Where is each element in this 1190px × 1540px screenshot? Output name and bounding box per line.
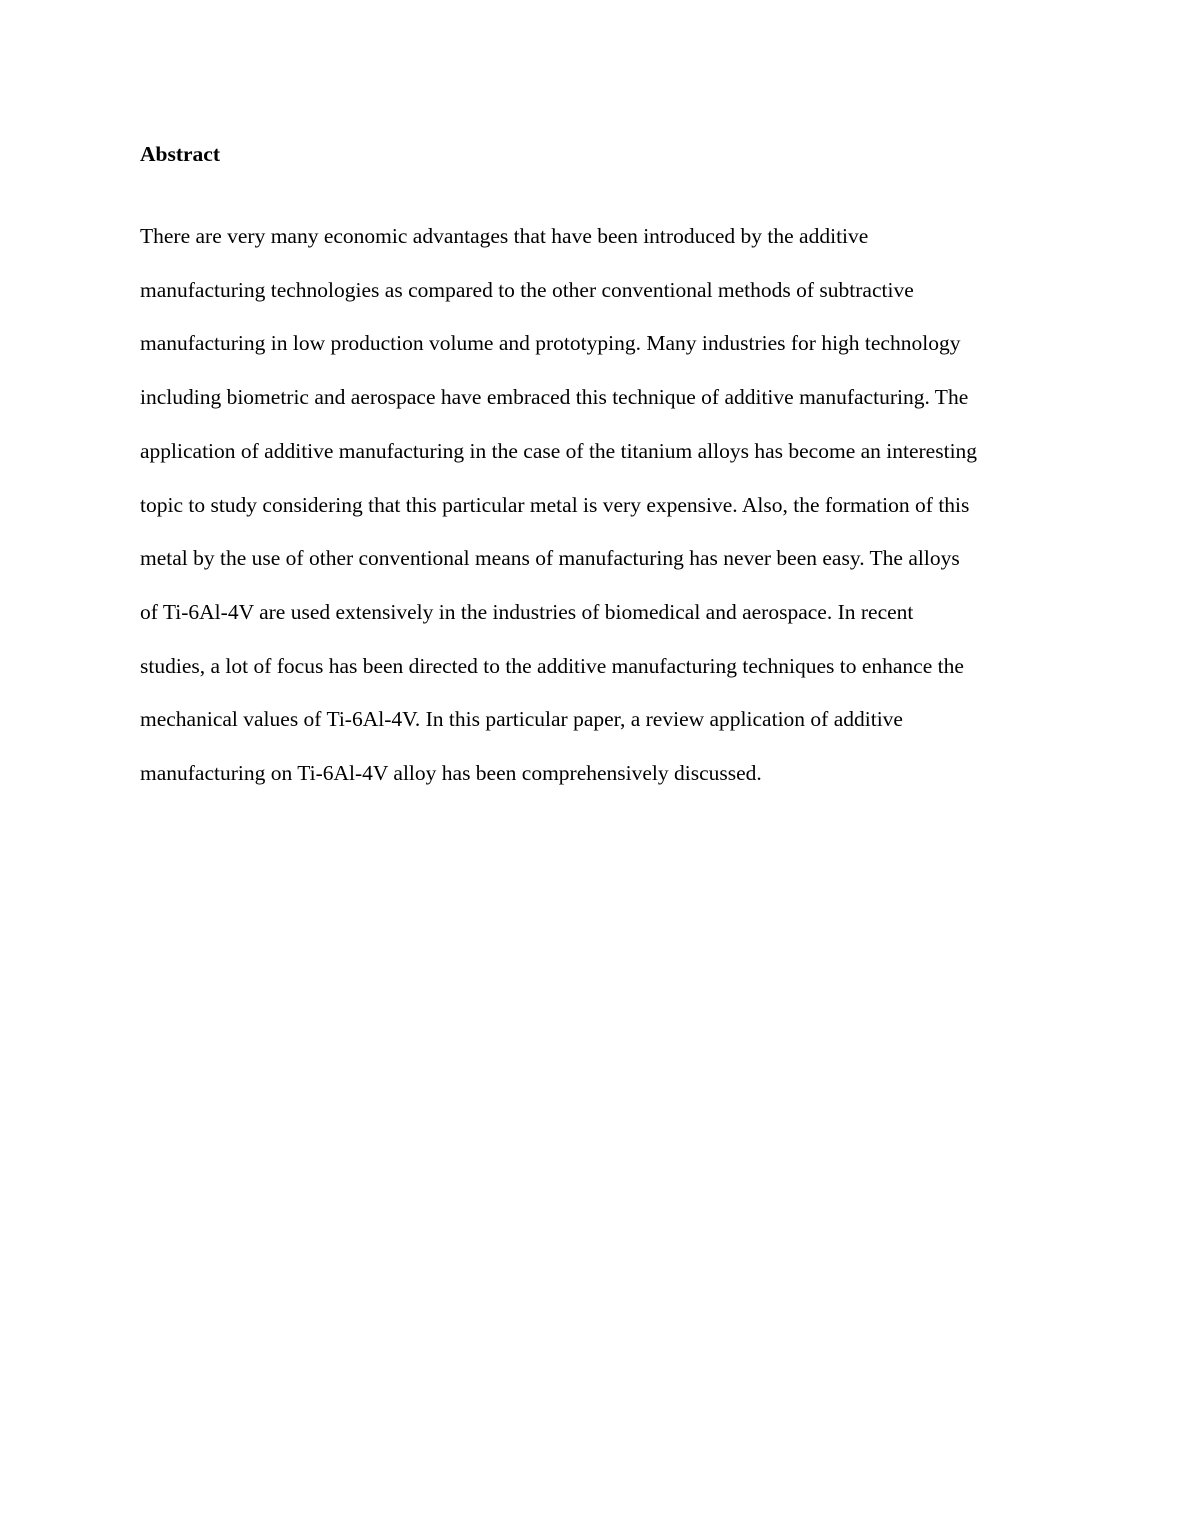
paragraph-line: application of additive manufacturing in the case of the titanium alloys has become an interesting (140, 438, 978, 463)
paragraph-line: topic to study considering that this particular metal is very expensive. Also, the formation of this (140, 492, 970, 517)
paragraph-line: of Ti-6Al-4V are used extensively in the industries of biomedical and aerospace. In recent (140, 599, 914, 624)
abstract-paragraph (140, 210, 1070, 801)
paragraph-line: manufacturing on Ti-6Al-4V alloy has been comprehensively discussed. (140, 761, 762, 786)
paragraph-line: mechanical values of Ti-6Al-4V. In this particular paper, a review application of additive (140, 707, 903, 732)
abstract-heading: Abstract (140, 142, 221, 166)
paragraph-line: manufacturing technologies as compared to the other conventional methods of subtractive (140, 277, 914, 302)
paragraph-line: manufacturing in low production volume and prototyping. Many industries for high technology (140, 331, 961, 356)
paragraph-line: metal by the use of other conventional means of manufacturing has never been easy. The alloys (140, 546, 960, 571)
paragraph-line: including biometric and aerospace have embraced this technique of additive manufacturing. The (140, 385, 969, 410)
paragraph-line: There are very many economic advantages that have been introduced by the additive (140, 224, 869, 248)
paragraph-line: studies, a lot of focus has been directed to the additive manufacturing techniques to enhance the (140, 653, 964, 678)
